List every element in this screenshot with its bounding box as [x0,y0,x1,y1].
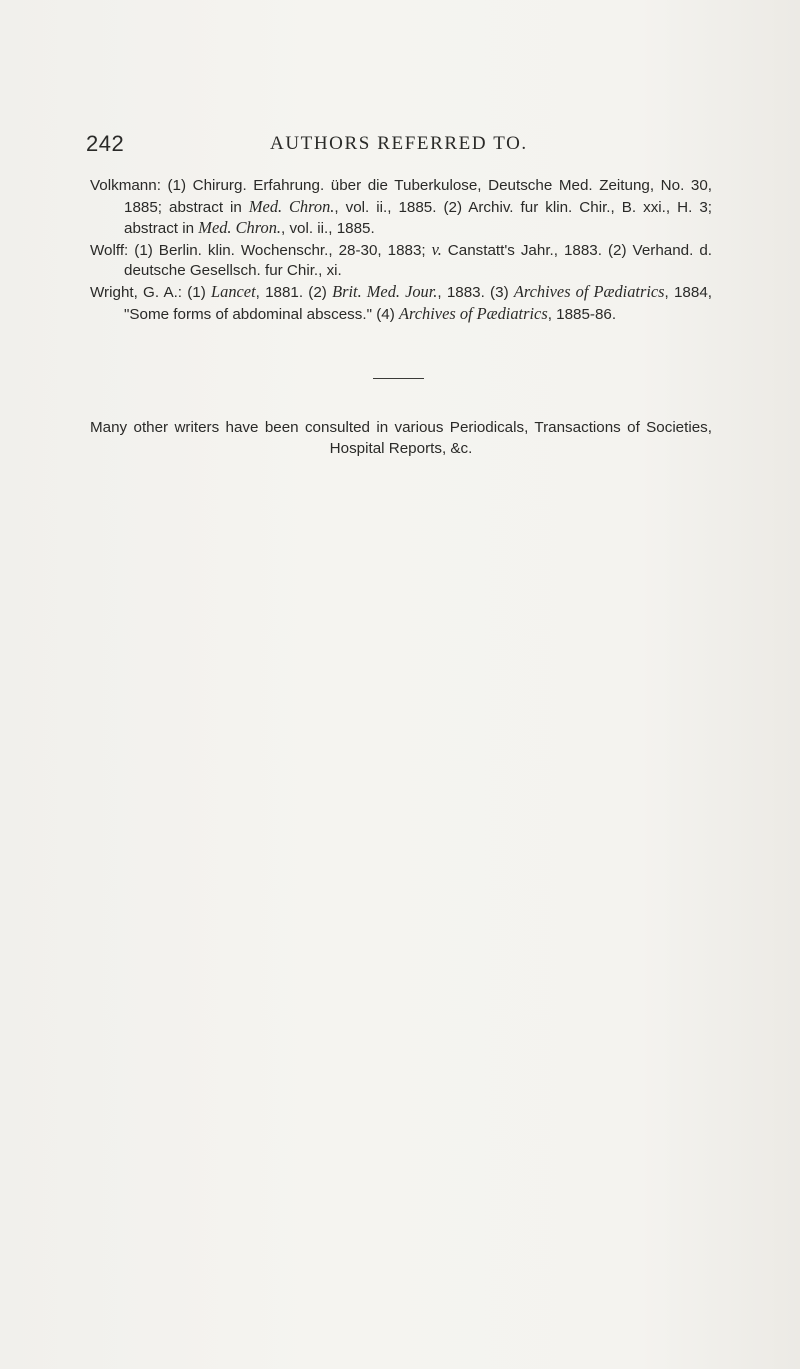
reference-text: , vol. ii., 1885. [281,220,375,238]
reference-text: Wright, G. A.: (1) [90,283,212,301]
reference-text: , vol. ii., 1885. (2) Archiv. fur klin. Chir., B. xxi., H. 3; abstract in [124,198,712,238]
journal-title: v. [431,239,442,259]
reference-entry [90,282,712,325]
reference-text: , 1884, "Some forms of abdominal abscess." (4) [124,283,712,323]
journal-title: Lancet [211,281,256,301]
reference-entry [90,176,712,240]
reference-text: , 1881. (2) [255,283,333,301]
reference-text: Canstatt's Jahr., 1883. (2) Verhand. d. deutsche Gesellsch. fur Chir., xi. [124,241,712,280]
journal-title: Med. Chron. [248,196,335,216]
journal-title: Archives of Pædiatrics [398,303,548,323]
journal-title: Archives of Pædiatrics [513,281,665,301]
reference-text: Volkmann: (1) Chirurg. Erfahrung. über die Tuberkulose, Deutsche Med. Zeitung, No. 30, 1885; abstract in [90,177,712,216]
page-number: 242 [86,131,125,156]
reference-text: Wolff: (1) Berlin. klin. Wochenschr., 28-30, 1883; [90,241,432,259]
journal-title: Brit. Med. Jour. [332,281,438,301]
reference-entry [90,240,712,282]
reference-list [90,176,712,325]
section-rule [373,378,424,379]
journal-title: Med. Chron. [198,218,282,238]
reference-text: , 1885-86. [547,305,617,323]
reference-text: , 1883. (3) [437,283,514,301]
running-title: AUTHORS REFERRED TO. [270,133,528,154]
running-head [86,131,706,161]
closing-note: Many other writers have been consulted in various Periodicals, Transactions of Societies, Hospital Reports, &c. [90,419,712,457]
